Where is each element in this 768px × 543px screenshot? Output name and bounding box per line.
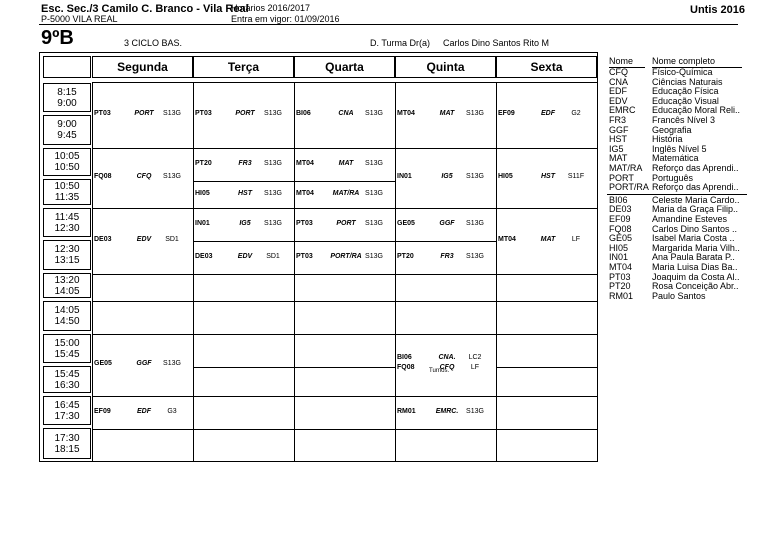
grid-row-line (395, 396, 496, 397)
period-end: 9:45 (57, 130, 77, 141)
schedule-title: Horários 2016/2017 (231, 3, 311, 13)
period-time-cell (43, 301, 91, 331)
school-address: P-5000 VILA REAL (41, 14, 118, 24)
grid-row-line (193, 148, 294, 149)
grid-row-line (92, 208, 193, 209)
legend-teacher-name: Carlos Dino Santos .. (652, 224, 738, 234)
legend-subject-name: Ciências Naturais (652, 77, 723, 87)
lesson-subject: EDV (136, 236, 152, 243)
lesson-teacher: RM01 (397, 408, 416, 415)
period-time-cell (43, 240, 91, 270)
school-name: Esc. Sec./3 Camilo C. Branco - Vila Real (41, 3, 249, 15)
lesson-room: S13G (365, 110, 383, 117)
director-name: Carlos Dino Santos Rito M (443, 38, 550, 48)
lesson-room: S13G (365, 160, 383, 167)
lesson-subject: FR3 (238, 160, 252, 167)
period-start: 9:00 (57, 119, 77, 130)
period-start: 11:45 (54, 211, 80, 223)
period-time-cell (43, 428, 91, 459)
lesson-teacher: MT04 (296, 160, 314, 167)
lesson-subject: EDF (137, 408, 151, 415)
lesson-subject: CNA. (438, 354, 456, 361)
grid-row-line (395, 148, 496, 149)
lesson-subject: CFQ (136, 173, 152, 180)
grid-row-line (395, 274, 496, 275)
period-start: 8:15 (57, 86, 77, 98)
grid-row-line (294, 461, 395, 462)
lesson-subject: MAT/RA (332, 190, 360, 197)
grid-row-line (496, 367, 597, 368)
period-end: 10:50 (54, 162, 80, 173)
grid-column-line (395, 82, 396, 461)
grid-row-line (193, 241, 294, 242)
lesson-subject: HST (541, 173, 555, 180)
period-start: 16:45 (54, 399, 80, 411)
lesson-room: S13G (264, 220, 282, 227)
period-end: 13:15 (54, 255, 80, 266)
lesson-teacher: PT20 (397, 253, 414, 260)
grid-row-line (496, 334, 597, 335)
legend-teacher-name: Margarida Maria Vilh.. (652, 243, 740, 253)
effective-date: Entra em vigor: 01/09/2016 (231, 14, 340, 24)
grid-row-line (294, 396, 395, 397)
legend-subject-code: PORT/RA (609, 182, 649, 192)
class-name: 9ºB (41, 27, 74, 49)
legend-teacher-code: PT20 (609, 281, 631, 291)
day-header-4: Sexta (496, 56, 597, 78)
day-header-0: Segunda (92, 56, 193, 78)
grid-row-line (294, 274, 395, 275)
period-start: 15:00 (54, 337, 80, 349)
period-time-cell (43, 366, 91, 393)
lesson-room: S13G (163, 360, 181, 367)
legend-subject-code: IG5 (609, 144, 624, 154)
period-start: 12:30 (54, 244, 80, 255)
lesson-teacher: FQ08 (94, 173, 112, 180)
lesson-teacher: PT03 (296, 253, 313, 260)
legend-teacher-code: HI05 (609, 243, 629, 253)
legend-teacher-code: FQ08 (609, 224, 632, 234)
grid-row-line (294, 241, 395, 242)
grid-column-line (193, 82, 194, 461)
grid-row-line (92, 301, 193, 302)
legend-subject-name: Educação Visual (652, 96, 719, 106)
grid-row-line (294, 181, 395, 182)
lesson-room: S13G (466, 220, 484, 227)
lesson-subject: PORT (235, 110, 255, 117)
grid-row-line (294, 301, 395, 302)
legend-subject-code: EDF (609, 86, 627, 96)
period-time-cell (43, 83, 91, 112)
legend-header-name: Nome completo (652, 56, 716, 66)
grid-row-line (193, 429, 294, 430)
lesson-subject: GGF (439, 220, 455, 227)
period-end: 12:30 (54, 222, 80, 234)
lesson-teacher: HI05 (195, 190, 210, 197)
lesson-subject: MAT (338, 160, 354, 167)
legend-subject-code: CNA (609, 77, 629, 87)
lesson-subject: CFQ (439, 364, 455, 371)
lesson-room: S13G (365, 253, 383, 260)
grid-row-line (395, 334, 496, 335)
grid-row-line (193, 367, 294, 368)
grid-row-line (92, 274, 193, 275)
grid-row-line (395, 208, 496, 209)
legend-subject-name: Francês Nível 3 (652, 115, 716, 125)
grid-row-line (496, 82, 597, 83)
grid-column-line (92, 82, 93, 461)
period-start: 10:05 (54, 151, 80, 162)
period-start: 14:05 (54, 305, 80, 316)
lesson-room: G3 (167, 408, 177, 415)
grid-column-line (294, 82, 295, 461)
lesson-teacher: EF09 (498, 110, 515, 117)
period-start: 15:45 (54, 368, 80, 380)
grid-row-line (496, 148, 597, 149)
grid-row-line (92, 461, 193, 462)
legend-subject-code: EDV (609, 96, 628, 106)
lesson-teacher: GE05 (94, 360, 112, 367)
period-time-cell (43, 179, 91, 205)
lesson-teacher: MT04 (498, 236, 516, 243)
legend-teacher-code: PT03 (609, 272, 631, 282)
lesson-subject: MAT (540, 236, 556, 243)
lesson-subject: EDV (237, 253, 253, 260)
period-end: 9:00 (57, 97, 77, 109)
lesson-teacher: DE03 (195, 253, 213, 260)
lesson-subject: MAT (439, 110, 455, 117)
grid-row-line (395, 82, 496, 83)
period-time-cell (43, 148, 91, 176)
lesson-room: SD1 (165, 236, 179, 243)
grid-row-line (294, 82, 395, 83)
lesson-teacher: MT04 (296, 190, 314, 197)
legend-teacher-name: Joaquim da Costa Al.. (652, 272, 740, 282)
grid-row-line (92, 396, 193, 397)
period-time-cell (43, 208, 91, 237)
grid-row-line (193, 396, 294, 397)
legend-subject-name: Educação Moral Reli.. (652, 105, 741, 115)
day-header-3: Quinta (395, 56, 496, 78)
grid-row-line (395, 429, 496, 430)
grid-row-line (193, 334, 294, 335)
period-end: 15:45 (54, 348, 80, 360)
grid-row-line (496, 301, 597, 302)
legend-teacher-name: Maria da Graça Filip.. (652, 204, 739, 214)
legend-teacher-code: RM01 (609, 291, 634, 301)
lesson-room: S13G (466, 408, 484, 415)
grid-row-line (294, 148, 395, 149)
legend-subject-code: PORT (609, 173, 634, 183)
grid-row-line (395, 461, 496, 462)
header-divider (39, 24, 738, 25)
lesson-teacher: BI06 (296, 110, 311, 117)
legend-subject-name: Reforço das Aprendi.. (652, 182, 739, 192)
lesson-room: S13G (264, 190, 282, 197)
lesson-room: LF (571, 236, 581, 243)
lesson-teacher: GE05 (397, 220, 415, 227)
grid-row-line (193, 461, 294, 462)
grid-row-line (193, 181, 294, 182)
day-header-1: Terça (193, 56, 294, 78)
grid-row-line (294, 367, 395, 368)
corner-cell (43, 56, 91, 78)
legend-teacher-code: MT04 (609, 262, 633, 272)
legend-teacher-name: Paulo Santos (652, 291, 706, 301)
legend-subject-code: HST (609, 134, 627, 144)
legend-subject-name: Português (652, 173, 694, 183)
legend-subject-name: Educação Física (652, 86, 719, 96)
lesson-subject: IG5 (239, 220, 251, 227)
legend-subject-code: EMRC (609, 105, 636, 115)
legend-subject-code: FR3 (609, 115, 627, 125)
legend-subject-code: GGF (609, 125, 629, 135)
grid-row-line (294, 429, 395, 430)
lesson-subject: CNA (338, 110, 354, 117)
grid-row-line (395, 241, 496, 242)
lesson-room: S13G (365, 220, 383, 227)
legend-subject-name: Físico-Química (652, 67, 713, 77)
period-end: 11:35 (54, 192, 80, 203)
lesson-room: S13G (466, 253, 484, 260)
legend-teacher-code: GE05 (609, 233, 633, 243)
grid-row-line (92, 429, 193, 430)
period-time-cell (43, 115, 91, 145)
grid-row-line (294, 334, 395, 335)
legend-subject-name: Inglês Nível 5 (652, 144, 707, 154)
legend-teacher-name: Maria Luisa Dias Ba.. (652, 262, 738, 272)
legend-teacher-name: Amandine Esteves (652, 214, 728, 224)
period-start: 10:50 (54, 181, 80, 192)
grid-row-line (496, 274, 597, 275)
split-lesson-note: Turnos. (429, 368, 450, 374)
lesson-teacher: PT03 (296, 220, 313, 227)
legend-teacher-code: DE03 (609, 204, 632, 214)
lesson-room: S13G (264, 110, 282, 117)
period-end: 16:30 (54, 379, 80, 391)
grid-column-line (496, 82, 497, 461)
period-end: 18:15 (54, 443, 80, 455)
lesson-teacher: FQ08 (397, 364, 415, 371)
legend-subject-code: CFQ (609, 67, 628, 77)
lesson-room: S13G (163, 173, 181, 180)
legend-subject-name: Matemática (652, 153, 699, 163)
grid-row-line (496, 208, 597, 209)
grid-row-line (395, 301, 496, 302)
lesson-subject: GGF (136, 360, 152, 367)
lesson-teacher: IN01 (195, 220, 210, 227)
grid-column-line (597, 82, 598, 461)
brand-label: Untis 2016 (690, 4, 746, 16)
lesson-teacher: EF09 (94, 408, 111, 415)
lesson-room: S13G (365, 190, 383, 197)
lesson-subject: FR3 (440, 253, 454, 260)
legend-teacher-name: Rosa Conceição Abr.. (652, 281, 739, 291)
lesson-teacher: PT03 (94, 110, 111, 117)
period-end: 14:50 (54, 316, 80, 327)
lesson-subject: HST (238, 190, 252, 197)
grid-row-line (92, 82, 193, 83)
lesson-teacher: HI05 (498, 173, 513, 180)
legend-teacher-code: EF09 (609, 214, 631, 224)
legend-teacher-name: Celeste Maria Cardo.. (652, 195, 740, 205)
legend-subject-name: Geografia (652, 125, 692, 135)
grid-row-line (92, 148, 193, 149)
lesson-subject: IG5 (441, 173, 453, 180)
lesson-room: S13G (466, 110, 484, 117)
period-time-cell (43, 334, 91, 363)
grid-row-line (92, 334, 193, 335)
lesson-room: S13G (264, 160, 282, 167)
legend-subject-code: MAT/RA (609, 163, 643, 173)
legend-subject-name: História (652, 134, 683, 144)
lesson-room: LF (470, 364, 480, 371)
legend-subject-name: Reforço das Aprendi.. (652, 163, 739, 173)
lesson-room: S11F (567, 173, 585, 180)
legend-header-code: Nome (609, 56, 634, 66)
legend-subject-code: MAT (609, 153, 628, 163)
grid-row-line (496, 396, 597, 397)
lesson-room: LC2 (468, 354, 482, 361)
lesson-room: S13G (466, 173, 484, 180)
lesson-teacher: IN01 (397, 173, 412, 180)
legend-teacher-code: BI06 (609, 195, 628, 205)
lesson-subject: PORT (134, 110, 154, 117)
grid-row-line (193, 208, 294, 209)
period-end: 17:30 (54, 410, 80, 422)
grid-row-line (193, 82, 294, 83)
lesson-teacher: BI06 (397, 354, 412, 361)
period-time-cell (43, 273, 91, 298)
lesson-teacher: DE03 (94, 236, 112, 243)
legend-teacher-name: Isabel Maria Costa .. (652, 233, 735, 243)
lesson-teacher: PT20 (195, 160, 212, 167)
period-end: 14:05 (54, 285, 80, 297)
period-start: 17:30 (54, 432, 80, 444)
director-label: D. Turma Dr(a) (370, 38, 431, 48)
legend-teacher-code: IN01 (609, 252, 629, 262)
period-time-cell (43, 396, 91, 425)
lesson-teacher: MT04 (397, 110, 415, 117)
lesson-room: SD1 (266, 253, 280, 260)
grid-row-line (193, 301, 294, 302)
grid-row-line (193, 274, 294, 275)
lesson-subject: PORT (336, 220, 356, 227)
grid-row-line (496, 461, 597, 462)
lesson-subject: EMRC. (435, 408, 459, 415)
grid-row-line (496, 429, 597, 430)
legend-teacher-name: Ana Paula Barata P.. (652, 252, 735, 262)
lesson-room: G2 (571, 110, 581, 117)
day-header-2: Quarta (294, 56, 395, 78)
class-level: 3 CICLO BAS. (124, 38, 183, 48)
grid-row-line (294, 208, 395, 209)
lesson-teacher: PT03 (195, 110, 212, 117)
lesson-room: S13G (163, 110, 181, 117)
lesson-subject: PORT/RA (330, 253, 362, 260)
lesson-subject: EDF (541, 110, 555, 117)
period-start: 13:20 (54, 274, 80, 286)
